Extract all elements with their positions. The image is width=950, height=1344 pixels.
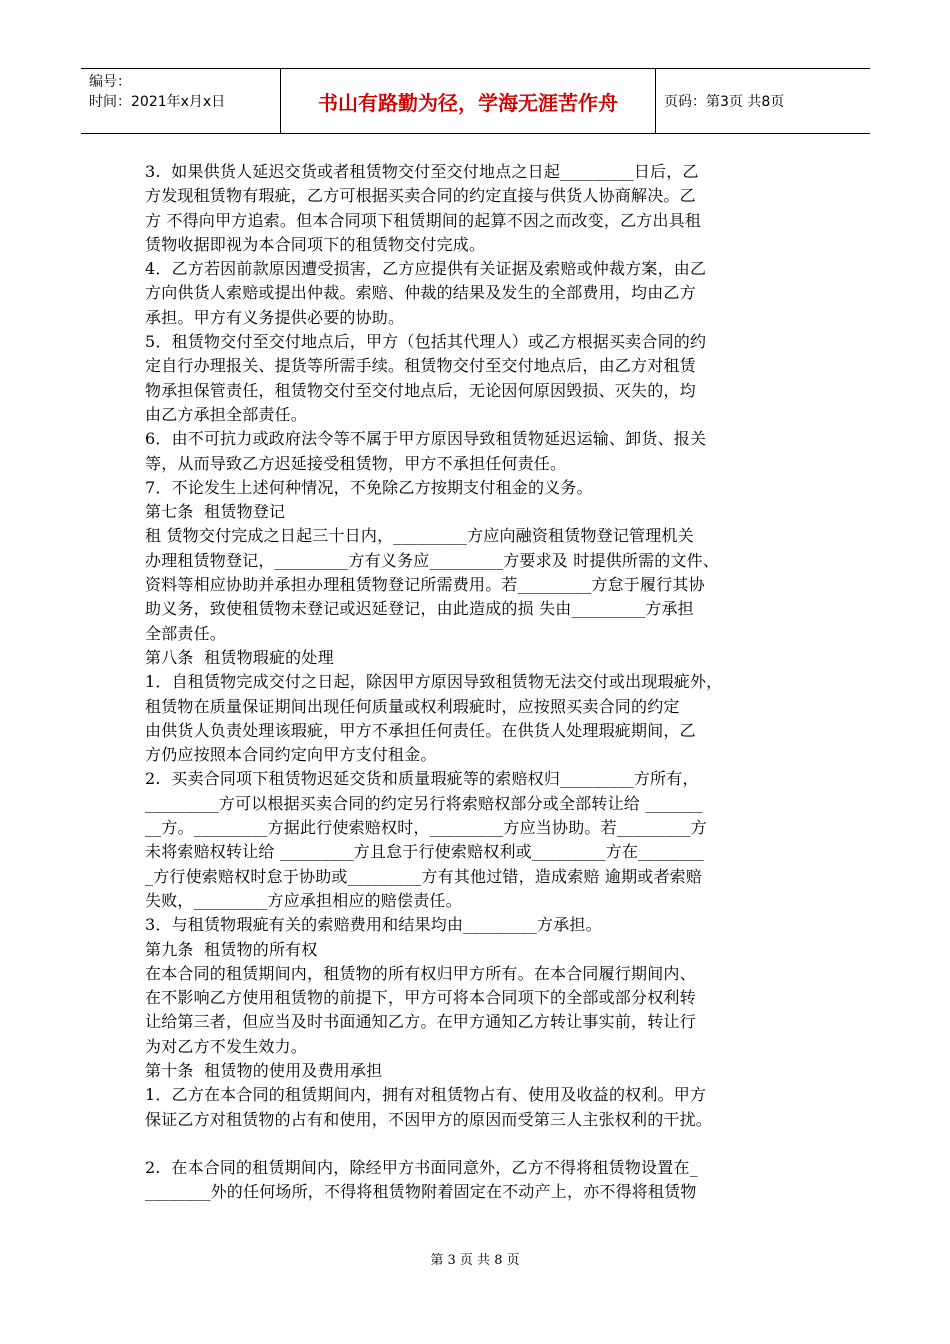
document-line: 3. 如果供货人延迟交货或者租赁物交付至交付地点之日起_________日后，乙 xyxy=(145,162,699,181)
document-line: 物承担保管责任，租赁物交付至交付地点后，无论因何原因毁损、灭失的，均 xyxy=(145,380,696,400)
document-line: __方。_________方据此行使索赔权时，_________方应当协助。若_________方 xyxy=(145,818,707,838)
document-line: 全部责任。 xyxy=(145,623,227,643)
document-line: 由供货人负责处理该瑕疵，甲方不承担任何责任。在供货人处理瑕疵期间，乙 xyxy=(145,720,696,740)
page-header xyxy=(81,68,870,134)
document-line: 在不影响乙方使用租赁物的前提下，甲方可将本合同项下的全部或部分权利转 xyxy=(145,988,696,1008)
document-line: 定自行办理报关、提货等所需手续。租赁物交付至交付地点后，由乙方对租赁 xyxy=(145,356,696,376)
header-page-indicator: 页码：第3页 共8页 xyxy=(664,94,785,110)
document-line: ________外的任何场所，不得将租赁物附着固定在不动产上，亦不得将租赁物 xyxy=(145,1182,697,1202)
document-line: 助义务，致使租赁物未登记或迟延登记，由此造成的损 失由_________方承担 xyxy=(145,599,694,619)
document-line: 在本合同的租赁期间内，租赁物的所有权归甲方所有。在本合同履行期间内、 xyxy=(145,963,696,983)
document-line: 第十条 租赁物的使用及费用承担 xyxy=(145,1060,383,1080)
document-line: 承担。甲方有义务提供必要的协助。 xyxy=(145,307,405,327)
document-line: 4．乙方若因前款原因遭受损害，乙方应提供有关证据及索赔或仲裁方案，由乙 xyxy=(145,259,707,279)
header-motto: 书山有路勤为径，学海无涯苦作舟 xyxy=(281,69,656,133)
document-line: 7．不论发生上述何种情况，不免除乙方按期支付租金的义务。 xyxy=(145,477,593,497)
document-line: 方向供货人索赔或提出仲裁。索赔、仲裁的结果及发生的全部费用，均由乙方 xyxy=(145,283,696,303)
document-line: 2. 买卖合同项下租赁物迟延交货和质量瑕疵等的索赔权归_________方所有， xyxy=(145,769,699,789)
document-line: 未将索赔权转让给 _________方且怠于行使索赔权利或_________方在________ xyxy=(145,842,704,862)
header-meta-cell xyxy=(81,69,281,133)
document-line: 失败，_________方应承担相应的赔偿责任。 xyxy=(145,890,462,910)
document-line: 让给第三者，但应当及时书面通知乙方。在甲方通知乙方转让事实前，转让行 xyxy=(145,1012,696,1032)
document-line: 赁物收据即视为本合同项下的租赁物交付完成。 xyxy=(145,234,486,254)
document-line: 3．与租赁物瑕疵有关的索赔费用和结果均由_________方承担。 xyxy=(145,915,602,935)
document-line: 等，从而导致乙方迟延接受租赁物，甲方不承担任何责任。 xyxy=(145,453,567,473)
document-line: 为对乙方不发生效力。 xyxy=(145,1036,308,1056)
page-footer: 第 3 页 共 8 页 xyxy=(430,1253,520,1268)
document-line: 租赁物在质量保证期间出现任何质量或权利瑕疵时，应按照买卖合同的约定 xyxy=(145,696,680,716)
document-line: 资料等相应协助并承担办理租赁物登记所需费用。若_________方怠于履行其协 xyxy=(145,575,705,595)
document-body xyxy=(145,160,810,1204)
document-number-label: 编号： xyxy=(89,74,131,90)
document-line: 方仍应按照本合同约定向甲方支付租金。 xyxy=(145,745,437,765)
document-line: 由乙方承担全部责任。 xyxy=(145,404,308,424)
document-line: 第八条 租赁物瑕疵的处理 xyxy=(145,647,334,667)
document-line: 1．乙方在本合同的租赁期间内，拥有对租赁物占有、使用及收益的权利。甲方 xyxy=(145,1085,707,1105)
document-line: 方发现租赁物有瑕疵，乙方可根据买卖合同的约定直接与供货人协商解决。乙 xyxy=(145,186,696,206)
document-line: 2. 在本合同的租赁期间内，除经甲方书面同意外，乙方不得将租赁物设置在_ xyxy=(145,1157,698,1177)
document-line: 5．租赁物交付至交付地点后，甲方（包括其代理人）或乙方根据买卖合同的约 xyxy=(145,332,707,352)
document-line: 租 赁物交付完成之日起三十日内，_________方应向融资租赁物登记管理机关 xyxy=(145,526,694,546)
document-line: 第九条 租赁物的所有权 xyxy=(145,939,318,959)
document-line: 保证乙方对租赁物的占有和使用，不因甲方的原因而受第三人主张权利的干扰。 xyxy=(145,1109,713,1129)
document-line: _方行使索赔权时怠于协助或_________方有其他过错，造成索赔 逾期或者索赔 xyxy=(145,866,703,886)
document-line: 第七条 租赁物登记 xyxy=(145,502,286,522)
document-line: 1．自租赁物完成交付之日起，除因甲方原因导致租赁物无法交付或出现瑕疵外， xyxy=(145,672,723,692)
document-line: _________方可以根据买卖合同的约定另行将索赔权部分或全部转让给 _______ xyxy=(145,793,703,813)
document-line: 方 不得向甲方追索。但本合同项下租赁期间的起算不因之而改变，乙方出具租 xyxy=(145,210,702,230)
document-line: 6．由不可抗力或政府法令等不属于甲方原因导致租赁物延迟运输、卸货、报关 xyxy=(145,429,707,449)
document-line: 办理租赁物登记，_________方有义务应_________方要求及 时提供所需的文件、 xyxy=(145,550,720,570)
document-date-label: 时间：2021年x月x日 xyxy=(89,94,226,110)
